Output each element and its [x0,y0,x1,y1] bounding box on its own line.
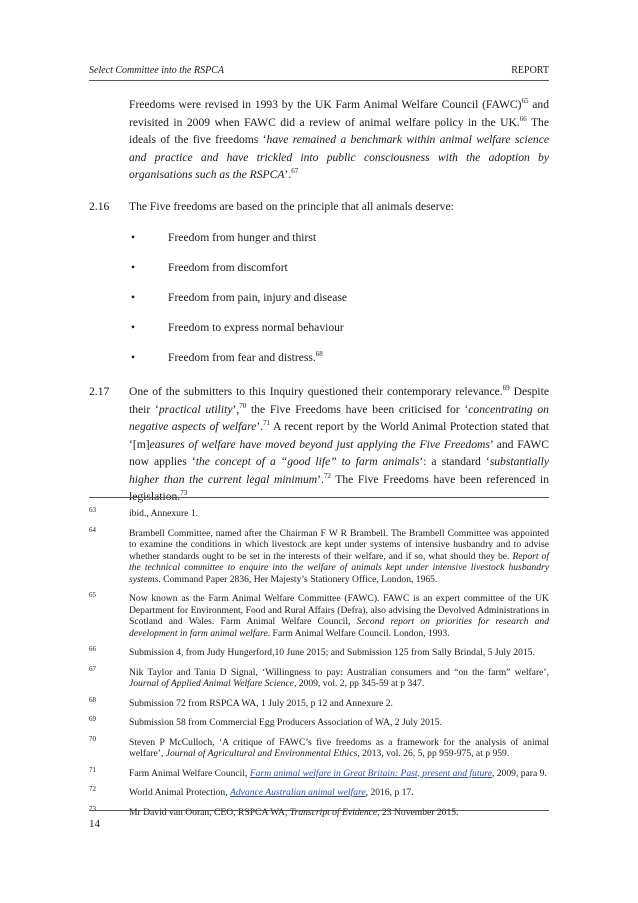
footnote-ref[interactable]: 68 [315,350,323,359]
header-section-label: REPORT [511,65,549,76]
list-item: • Freedom from pain, injury and disease [131,291,348,304]
report-link[interactable]: Farm animal welfare in Great Britain: Past, present and future [249,767,492,779]
paragraph-continuation: Freedoms were revised in 1993 by the UK Farm Animal Welfare Council (FAWC)$^{65}$ and revisited in 2009 when FAWC did a review of animal welfare policy in the UK.$^{66}$ The ideals of the five freedoms ‘have remained a benchmark within animal welfare science and practice and have trickled into public consciousness with the adoption by organisations such as the RSPCA’.$^{67}$ [129,97,549,181]
bullet-icon: • [131,291,136,304]
footnote: 68 Submission 72 from RSPCA WA, 1 July 2015, p 12 and Annexure 2. [89,695,393,709]
footnote-ref[interactable]: 66 [519,114,527,123]
footnote-ref[interactable]: 71 [263,419,271,428]
header-title: Select Committee into the RSPCA [89,65,224,76]
footnote: 70 Steven P McCulloch, ‘A critique of FAWC’s five freedoms as a framework for the analysis of animal welfare’, Journal of Agricultural and Environmental Ethics, 2013, vol. 26, 5, pp 959-975, at p 959. [89,734,549,759]
list-item: • Freedom from discomfort [131,261,288,274]
bullet-icon: • [131,261,136,274]
list-item: • Freedom from hunger and thirst [131,231,317,244]
paragraph-2-17: 2.17 One of the submitters to this Inquiry questioned their contemporary relevance.$^{69}$ Despite their ‘practical utility’,$^{70}$ the Five Freedoms have been criticised for ‘concentrating on negative aspects of welfare’.$^{71}$ A recent report by the World Animal Protection stated that ‘[m]easures of welfare have moved beyond just applying the Five Freedoms’ and FAWC now applies ‘the concept of a “good life” to farm animals’: a standard ‘substantially higher than the current legal minimum’.$^{72}$ The Five Freedoms have been referenced in legislation.$^{73}$ [89,384,549,503]
footnote: 63 ibid., Annexure 1. [89,506,199,519]
footnote: 64 Brambell Committee, named after the Chairman F W R Brambell. The Brambell Committee was appointed to examine the conditions in which livestock are kept under systems of intensive husbandry and to advise whether standards ought to be set in the interests of their welfare, and if so, what should they be. Report of the technical committee to enquire into the welfare of animals kept under intensive livestock husbandry systems. Command Paper 2836, Her Majesty’s Stationery Office, London, 1965. [89,525,549,585]
footnote: 67 Nik Taylor and Tania D Signal, ‘Willingness to pay: Australian consumers and “on the farm” welfare’, Journal of Applied Animal Welfare Science, 2009, vol. 2, pp 345-59 at p 347. [89,664,549,689]
header-rule [89,80,549,81]
bullet-icon: • [131,351,136,364]
footnote: 71 Farm Animal Welfare Council, Farm animal welfare in Great Britain: Past, present and future, 2009, para 9. [89,765,547,779]
footnote: 73 Mr David van Ooran, CEO, RSPCA WA, Transcript of Evidence, 23 November 2015. [89,804,459,818]
footnote: 72 World Animal Protection, Advance Australian animal welfare, 2016, p 17. [89,785,414,798]
list-item: • Freedom from fear and distress.$^{68}$ [131,350,323,364]
footnote-ref[interactable]: 72 [323,471,331,480]
paragraph-number: 2.17 [89,385,110,398]
page-number: 14 [89,818,100,830]
bullet-icon: • [131,321,136,334]
footnote-ref[interactable]: 73 [180,489,188,498]
footnote: 65 Now known as the Farm Animal Welfare Committee (FAWC). FAWC is an expert committee of the UK Department for Environment, Food and Rural Affairs (Defra), also advising the Devolved Administrations in Scotland and Wales. Farm Animal Welfare Council, Second report on priorities for research and development in farm animal welfare. Farm Animal Welfare Council. London, 1993. [89,591,550,639]
list-item: • Freedom to express normal behaviour [131,321,344,334]
footnote: 66 Submission 4, from Judy Hungerford,10 June 2015; and Submission 125 from Sally Brindal, 5 July 2015. [89,645,535,658]
five-freedoms-list [89,229,549,379]
footnote-ref[interactable]: 70 [239,401,247,410]
page-header [89,62,549,78]
paragraph-number: 2.16 [89,199,110,213]
report-link[interactable]: Advance Australian animal welfare [230,787,366,798]
footer-rule [89,810,549,811]
paragraph-2-16: 2.16 The Five freedoms are based on the principle that all animals deserve: [89,198,549,216]
body-text [89,96,549,506]
footnote-ref[interactable]: 65 [521,97,529,106]
bullet-icon: • [131,231,136,244]
footnotes [89,508,549,826]
footnote-ref[interactable]: 69 [502,384,510,393]
footnote-ref[interactable]: 67 [291,167,299,176]
footnote-rule [89,497,549,498]
footnote: 69 Submission 58 from Commercial Egg Producers Association of WA, 2 July 2015. [89,715,442,728]
